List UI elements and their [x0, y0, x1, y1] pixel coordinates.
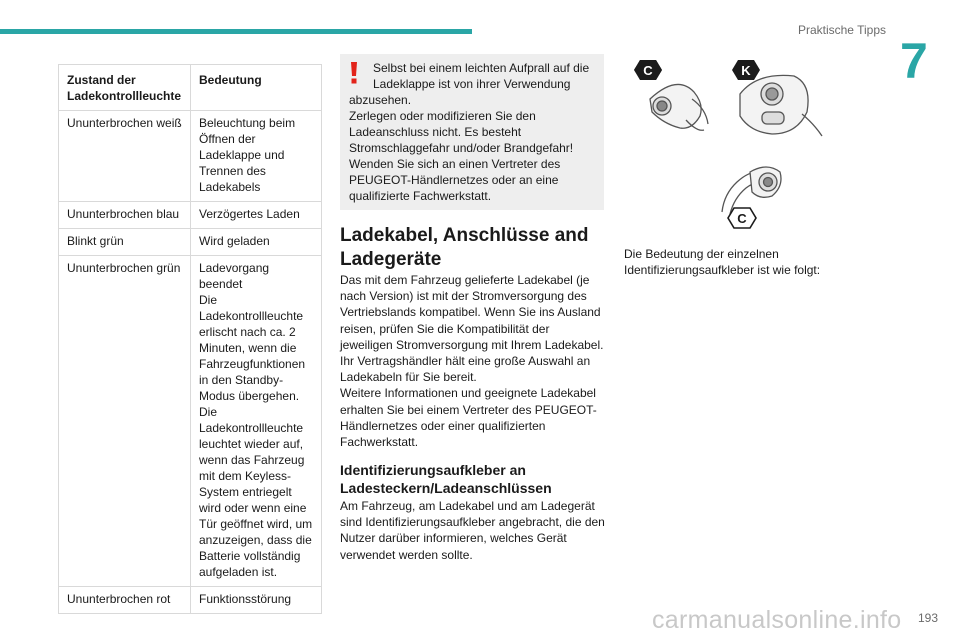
meaning-text: Wird geladen — [199, 234, 270, 248]
table-cell-state: Blinkt grün — [59, 229, 191, 256]
badge-c-top — [634, 60, 662, 80]
plug-c-illustration — [650, 84, 708, 130]
table-row — [59, 202, 322, 229]
section-paragraph: Das mit dem Fahrzeug gelieferte Ladekabel (je nach Version) ist mit der Stromversorgung des Vertriebslands kompatibel. Wenn Sie ins Ausland reisen, prüfen Sie die Kompatibilität der jeweiligen Stromversorgung mit Ihrem Ladekabel. Ihr Vertragshändler hält eine große Auswahl an Ladekabeln für Sie bereit. Weitere Informationen und geeignete Ladekabel erhalten Sie bei einem Vertreter des PEUGEOT-Händlernetzes oder einer qualifizierten Fachwerkstatt. — [340, 273, 604, 450]
subsection-heading: Identifizierungsaufkleber an Ladesteckern/Ladeanschlüssen — [340, 462, 552, 496]
badge-c-label: C — [643, 63, 653, 78]
badge-c2-label: C — [737, 211, 747, 226]
table-header-row — [59, 65, 322, 111]
column-header-meaning: Bedeutung — [191, 65, 322, 111]
badge-k — [732, 60, 760, 80]
warning-text: abzusehen. Zerlegen oder modifizieren Sie den Ladeanschluss nicht. Es besteht Stromschlaggefahr und/oder Brandgefahr! Wenden Sie sich an einen Vertreter des PEUGEOT-Händlernetzes oder an eine qualifizierte Fachwerkstatt. — [349, 93, 574, 203]
section-title: Praktische Tipps — [797, 23, 886, 37]
meaning-text: Verzögertes Laden — [199, 207, 300, 221]
charge-indicator-table — [58, 64, 322, 614]
table-row — [59, 256, 322, 587]
table-cell-meaning — [191, 111, 322, 202]
table-row — [59, 111, 322, 202]
meaning-text: Ladevorgang beendet Die Ladekontrollleuchte erlischt nach ca. 2 Minuten, wenn die Fahrzeugfunktionen in den Standby-Modus übergehen. Die Ladekontrollleuchte leuchtet wieder auf, wenn das Fahrzeug mit dem Keyless-System entriegelt wird oder wenn eine Tür geöffnet wird, um anzuzeigen, dass die Batterie vollständig aufgeladen ist. — [199, 261, 313, 579]
header-accent-bar — [0, 29, 472, 34]
section-heading: Ladekabel, Anschlüsse and Ladegeräte — [340, 225, 589, 270]
page-number: 193 — [917, 611, 938, 625]
meaning-text: Funktionsstörung — [199, 592, 292, 606]
exclamation-icon — [350, 62, 358, 84]
table-cell-state: Ununterbrochen rot — [59, 587, 191, 614]
table-cell-state: Ununterbrochen grün — [59, 256, 191, 587]
table-cell-state: Ununterbrochen weiß — [59, 111, 191, 202]
table-cell-state: Ununterbrochen blau — [59, 202, 191, 229]
subsection-paragraph: Am Fahrzeug, am Ladekabel und am Ladegerät sind Identifizierungsaufkleber angebracht, die den Nutzer darüber informieren, welches Gerät verwendet werden sollte. — [340, 499, 605, 562]
table-cell-meaning — [191, 587, 322, 614]
watermark: carmanualsonline.info — [652, 606, 902, 634]
table-row — [59, 587, 322, 614]
table-cell-meaning — [191, 202, 322, 229]
cable-c-illustration — [722, 167, 781, 214]
identification-sticker-intro: Die Bedeutung der einzelnen Identifizierungsaufkleber ist wie folgt: — [624, 247, 821, 278]
charging-connector-illustration — [622, 54, 872, 234]
chapter-number: 7 — [900, 33, 928, 89]
column-header-state: Zustand der Ladekontrollleuchte — [59, 65, 191, 111]
table-cell-meaning — [191, 256, 322, 587]
badge-c-bottom — [728, 208, 756, 228]
socket-k-illustration — [740, 75, 822, 136]
table-cell-meaning — [191, 229, 322, 256]
warning-box — [340, 54, 604, 210]
warning-text-first: Selbst bei einem leichten Aufprall auf die Ladeklappe ist von ihrer Verwendung — [373, 61, 590, 91]
table-row — [59, 229, 322, 256]
badge-k-label: K — [741, 63, 751, 78]
meaning-text: Beleuchtung beim Öffnen der Ladeklappe und Trennen des Ladekabels — [199, 116, 296, 194]
